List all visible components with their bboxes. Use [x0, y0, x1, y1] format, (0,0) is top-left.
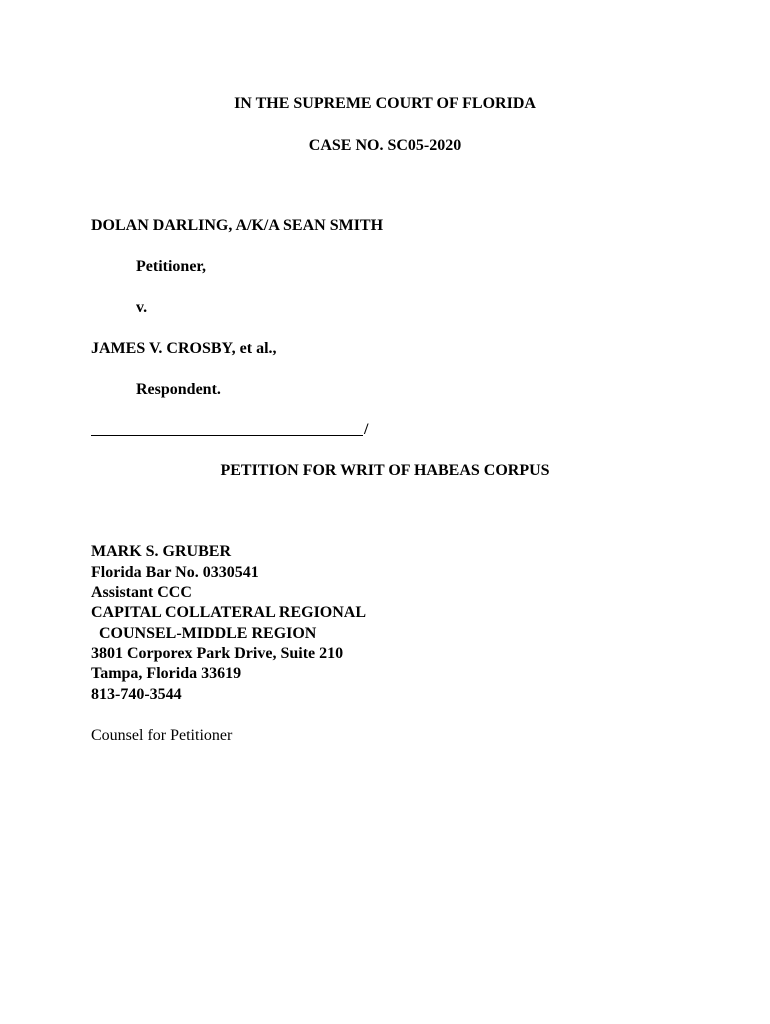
- versus-label: v.: [136, 299, 148, 316]
- counsel-address: 3801 Corporex Park Drive, Suite 210: [91, 645, 344, 662]
- counsel-phone: 813-740-3544: [91, 686, 182, 703]
- counsel-signoff: Counsel for Petitioner: [91, 727, 233, 744]
- divider-line: [91, 435, 363, 436]
- petitioner-name: DOLAN DARLING, A/K/A SEAN SMITH: [91, 217, 384, 234]
- court-heading: IN THE SUPREME COURT OF FLORIDA: [234, 95, 536, 112]
- document-title: PETITION FOR WRIT OF HABEAS CORPUS: [220, 462, 550, 479]
- counsel-name: MARK S. GRUBER: [91, 543, 232, 560]
- respondent-role: Respondent.: [136, 381, 221, 398]
- caption-divider: [91, 420, 368, 440]
- case-number: CASE NO. SC05-2020: [308, 137, 462, 154]
- counsel-office-line2: COUNSEL-MIDDLE REGION: [91, 625, 317, 642]
- divider-slash: /: [364, 421, 369, 438]
- petitioner-role: Petitioner,: [136, 258, 207, 275]
- counsel-city: Tampa, Florida 33619: [91, 665, 242, 682]
- respondent-name: JAMES V. CROSBY, et al.,: [91, 340, 277, 357]
- counsel-title: Assistant CCC: [91, 584, 192, 601]
- counsel-office-line1: CAPITAL COLLATERAL REGIONAL: [91, 604, 367, 621]
- counsel-bar-number: Florida Bar No. 0330541: [91, 564, 259, 581]
